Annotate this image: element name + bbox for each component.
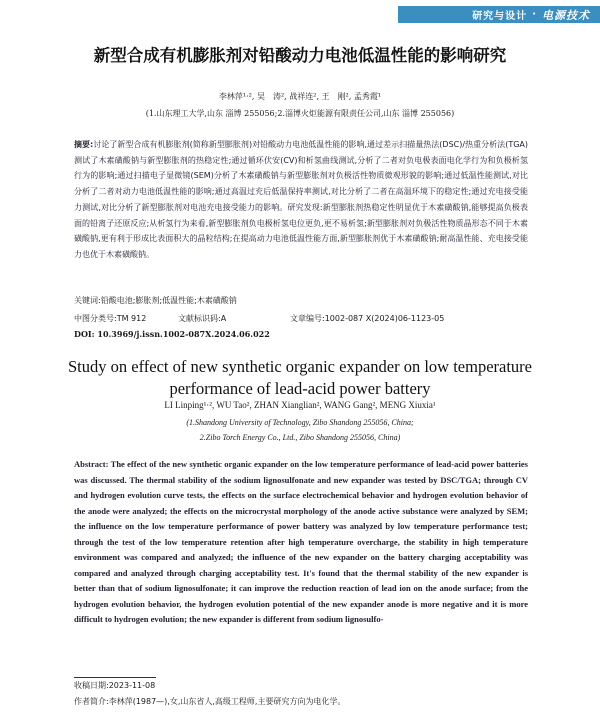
journal-header-bar (398, 6, 600, 23)
chinese-authors: 李林萍¹·², 吴 涛², 战祥连², 王 刚², 孟秀霞¹ (218, 92, 382, 101)
doi[interactable]: DOI: 10.3969/j.issn.1002-087X.2024.06.022 (74, 329, 270, 339)
chinese-keywords-label: 关键词: (74, 296, 101, 305)
article-no-label: 文章编号: (290, 314, 325, 323)
chinese-abstract-text: 讨论了新型合成有机膨胀剂(简称新型膨胀剂)对铅酸动力电池低温性能的影响,通过差示扫描量热法(DSC)/热重分析法(TGA)测试了木素磺酸钠与新型膨胀剂的热稳定性;通过循环伏安(CV)和析氢曲线测试,分析了二者对负电极表面电化学行为和负极析氢行为的影响;通过扫描电子显微镜(SEM)分析了木素磺酸钠与新型膨胀剂对负极活性物质微观形貌的影响;通过低温性能测试,对比分析了二者对动力电池低温性能的影响;通过高温过充后低温保持率测试,对比分析了二者在高温环境下的稳定性;通过充电接受能力测试,对比分析了新型膨胀剂对电池充电接受能力的影响。研究发现:新型膨胀剂热稳定性明显优于木素磺酸钠,能够提高负极表面的铅离子还原反应;从析氢行为来看,新型膨胀剂负电极析氢电位更负,更不易析氢;新型膨胀剂对负极活性物质晶形态不同于木素磺酸钠,更有利于形成比表面积大的晶粒结构;在提高动力电池低温性能方面,新型膨胀剂优于木素磺酸钠;耐高温性能、充电接受能力也优于木素磺酸钠。 (74, 140, 529, 259)
english-affiliation-1: (1.Shandong University of Technology, Zibo Shandong 255056, China; (186, 418, 414, 427)
english-authors: LI Linping¹·², WU Tao², ZHAN Xianglian², WANG Gang², MENG Xiuxia¹ (164, 400, 436, 410)
header-separator: · (532, 9, 537, 20)
english-abstract-label: Abstract: (74, 459, 109, 469)
chinese-title: 新型合成有机膨胀剂对铅酸动力电池低温性能的影响研究 (93, 46, 507, 65)
doc-code-field (178, 313, 290, 324)
classification-line (74, 313, 444, 324)
chinese-abstract-label: 摘要: (74, 140, 94, 149)
chinese-keywords-text: 铅酸电池;膨胀剂;低温性能;木素磺酸钠 (100, 296, 237, 305)
english-title: Study on effect of new synthetic organic expander on low temperature performance of lead-acid power battery (68, 357, 532, 398)
clc-value: TM 912 (116, 314, 147, 323)
english-abstract (74, 457, 528, 628)
received-date: 收稿日期:2023-11-08 (74, 681, 156, 690)
clc-label: 中图分类号: (74, 314, 117, 323)
chinese-affiliations: (1.山东理工大学,山东 淄博 255056;2.淄博火炬能源有限责任公司,山东 淄博 255056) (145, 109, 455, 118)
section-label: 研究与设计 (472, 11, 528, 22)
english-affiliation-2: 2.Zibo Torch Energy Co., Ltd., Zibo Shandong 255056, China) (199, 433, 401, 442)
english-abstract-text: The effect of the new synthetic organic expander on the low temperature performance of lead-acid power batteries was discussed. The thermal stability of the sodium lignosulfonate and new expander was tested by DSC/TGA; through CV and hydrogen evolution curve tests, the effects on the surface electrochemical behavior and hydrogen evolution behavior of the anode were analyzed; the effects on the microcrystal morphology of the anode active substance were analyzed by SEM; the influence on the low temperature performance of power battery was analyzed by low temperature performance test; through the test of the low temperature retention after high temperature overcharge, the stability in high temperature environment was compared and analyzed; the influence of the new expander on the battery charging acceptability was compared and analyzed through charging acceptability test. It's found that the thermal stability of the new expander is better than that of sodium lignosulfonate; it can improve the reduction reaction of lead ion on the anode surface; from the hydrogen evolution behavior, the hydrogen evolution potential of the new expander anode is more negative and it is more difficult to hydrogen evolution; the new expander is different from sodium lignosulfo- (74, 459, 528, 624)
chinese-keywords (74, 295, 237, 306)
footnote-divider (74, 677, 156, 678)
chinese-abstract (74, 137, 528, 263)
journal-name: 电源技术 (542, 8, 590, 22)
doc-code-value: A (220, 314, 227, 323)
author-bio: 作者简介:李林萍(1987—),女,山东省人,高级工程师,主要研究方向为电化学。 (74, 697, 346, 706)
article-no-field (290, 313, 444, 324)
article-no-value: 1002-087 X(2024)06-1123-05 (324, 314, 445, 323)
doc-code-label: 文献标识码: (178, 314, 221, 323)
clc-field (74, 313, 178, 324)
